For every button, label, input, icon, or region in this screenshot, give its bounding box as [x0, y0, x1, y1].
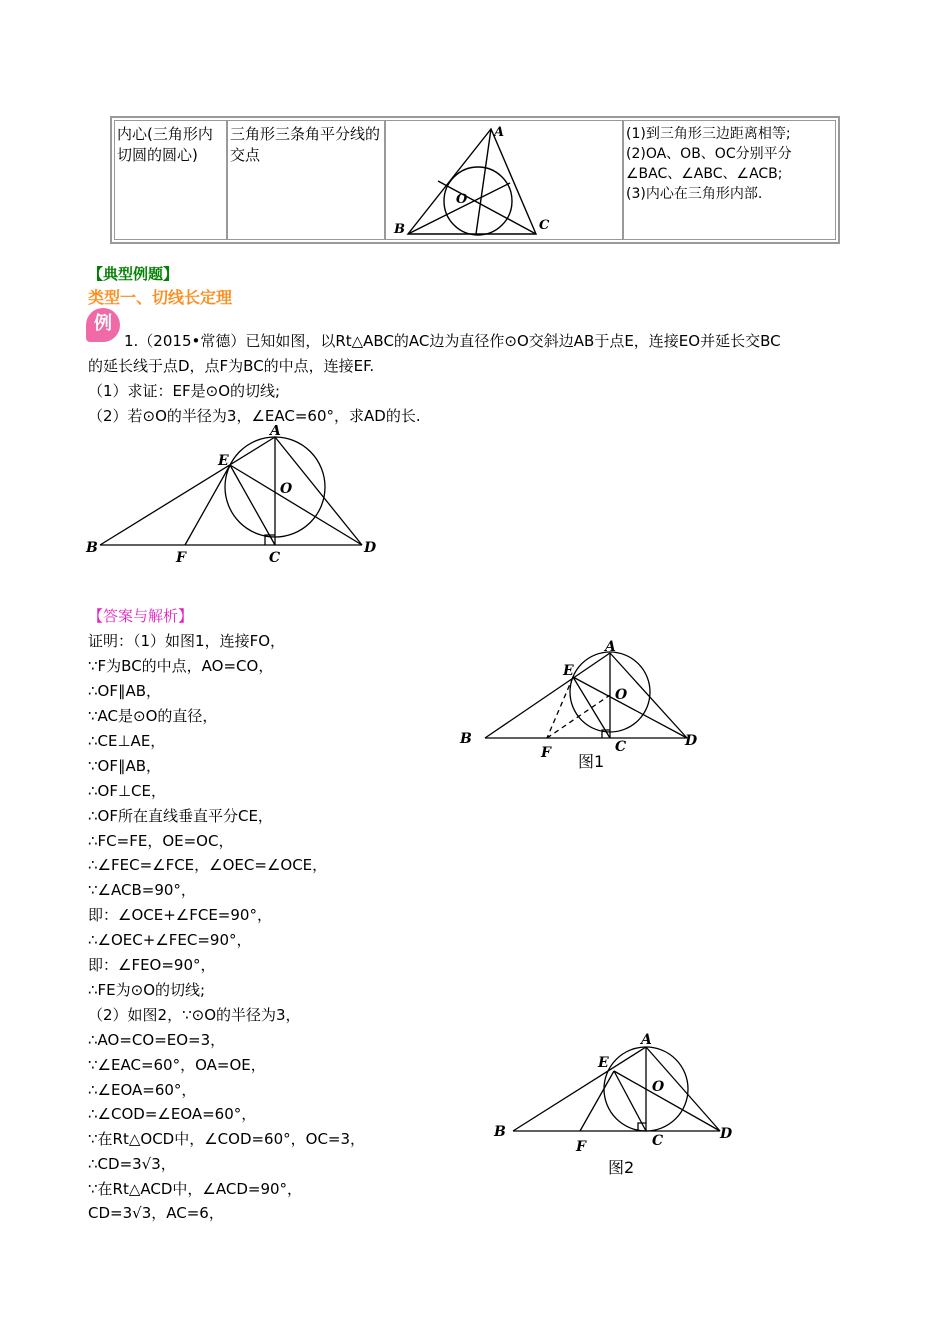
solution-line: ∴OF⊥CE，	[88, 782, 166, 800]
label-f: F	[576, 1139, 586, 1155]
problem-line: （2）若⊙O的半径为3，∠EAC=60°，求AD的长.	[88, 407, 421, 425]
cell-text: 三角形三条角平分线的交点	[230, 125, 381, 164]
label-d: D	[720, 1126, 733, 1142]
cell-text: 内心(三角形内切圆的圆心)	[117, 125, 213, 164]
solution-line: ∴FC=FE，OE=OC，	[88, 832, 234, 850]
solution-line: CD=3√3，AC=6，	[88, 1204, 224, 1222]
solution-line: 证明：（1）如图1，连接FO，	[88, 632, 286, 650]
table-cell-figure	[385, 120, 623, 240]
problem-line: 的延长线于点D，点F为BC的中点，连接EF.	[88, 357, 375, 375]
solution-line: 即：∠OCE+∠FCE=90°，	[88, 906, 272, 924]
solution-line: ∴OF∥AB，	[88, 682, 162, 700]
solution-line: ∵∠ACB=90°，	[88, 881, 196, 899]
label-b: B	[394, 222, 405, 237]
solution-line: ∵AC是⊙O的直径，	[88, 707, 218, 725]
solution-line: （2）如图2，∵⊙O的半径为3，	[88, 1006, 301, 1024]
figure-1-caption: 图1	[578, 752, 605, 771]
solution-line: ∵OF∥AB，	[88, 757, 162, 775]
label-c: C	[652, 1133, 664, 1149]
label-c: C	[539, 218, 550, 233]
label-a: A	[641, 1032, 652, 1048]
label-b: B	[86, 540, 98, 556]
figure-2-caption: 图2	[608, 1158, 635, 1177]
property-line: ∠BAC、∠ABC、∠ACB;	[626, 166, 783, 182]
solution-line: ∴∠OEC+∠FEC=90°，	[88, 931, 252, 949]
label-o: O	[652, 1079, 665, 1095]
label-f: F	[176, 550, 186, 566]
solution-line: 即：∠FEO=90°，	[88, 956, 216, 974]
label-e: E	[598, 1055, 609, 1071]
problem-line: 1.（2015•常德）已知如图，以Rt△ABC的AC边为直径作⊙O交斜边AB于点E，连接EO并延长交BC	[124, 332, 781, 350]
label-a: A	[605, 639, 616, 655]
table-cell-name	[114, 120, 227, 240]
label-e: E	[563, 663, 574, 679]
solution-line: ∵在Rt△OCD中，∠COD=60°，OC=3，	[88, 1130, 366, 1148]
solution-line: ∴CE⊥AE，	[88, 732, 166, 750]
label-o: O	[280, 481, 293, 497]
solution-line: ∴CD=3√3，	[88, 1155, 176, 1173]
example-icon: 例	[86, 308, 120, 342]
property-line: (3)内心在三角形内部.	[626, 186, 763, 202]
table-cell-definition	[227, 120, 385, 240]
section-title: 【典型例题】	[88, 265, 179, 283]
solution-line: ∴∠EOA=60°，	[88, 1081, 197, 1099]
label-o: O	[456, 192, 468, 207]
label-b: B	[460, 731, 472, 747]
label-c: C	[269, 550, 281, 566]
main-figure	[80, 425, 390, 570]
label-a: A	[270, 425, 281, 439]
label-e: E	[218, 453, 229, 469]
solution-line: ∵F为BC的中点，AO=CO，	[88, 657, 274, 675]
label-d: D	[364, 540, 377, 556]
figure-2	[488, 1025, 748, 1185]
label-b: B	[494, 1124, 506, 1140]
incircle-figure	[386, 121, 622, 243]
solution-line: ∴AO=CO=EO=3，	[88, 1031, 226, 1049]
property-line: (1)到三角形三边距离相等;	[626, 126, 791, 142]
label-d: D	[685, 733, 698, 749]
answer-title: 【答案与解析】	[88, 607, 194, 625]
type-title: 类型一、切线长定理	[88, 288, 233, 307]
figure-1	[455, 635, 715, 775]
solution-line: ∵在Rt△ACD中，∠ACD=90°，	[88, 1180, 303, 1198]
property-line: (2)OA、OB、OC分别平分	[626, 146, 792, 162]
label-a: A	[494, 125, 505, 140]
label-o: O	[615, 687, 628, 703]
problem-line: （1）求证：EF是⊙O的切线;	[88, 382, 281, 400]
label-f: F	[541, 745, 551, 761]
table-cell-properties	[623, 120, 836, 240]
solution-line: ∵∠EAC=60°，OA=OE，	[88, 1056, 266, 1074]
solution-line: ∴OF所在直线垂直平分CE，	[88, 807, 273, 825]
properties-table	[110, 116, 840, 244]
solution-line: ∴FE为⊙O的切线;	[88, 981, 206, 999]
solution-line: ∴∠FEC=∠FCE，∠OEC=∠OCE，	[88, 856, 328, 874]
label-c: C	[615, 739, 627, 755]
solution-line: ∴∠COD=∠EOA=60°，	[88, 1105, 257, 1123]
